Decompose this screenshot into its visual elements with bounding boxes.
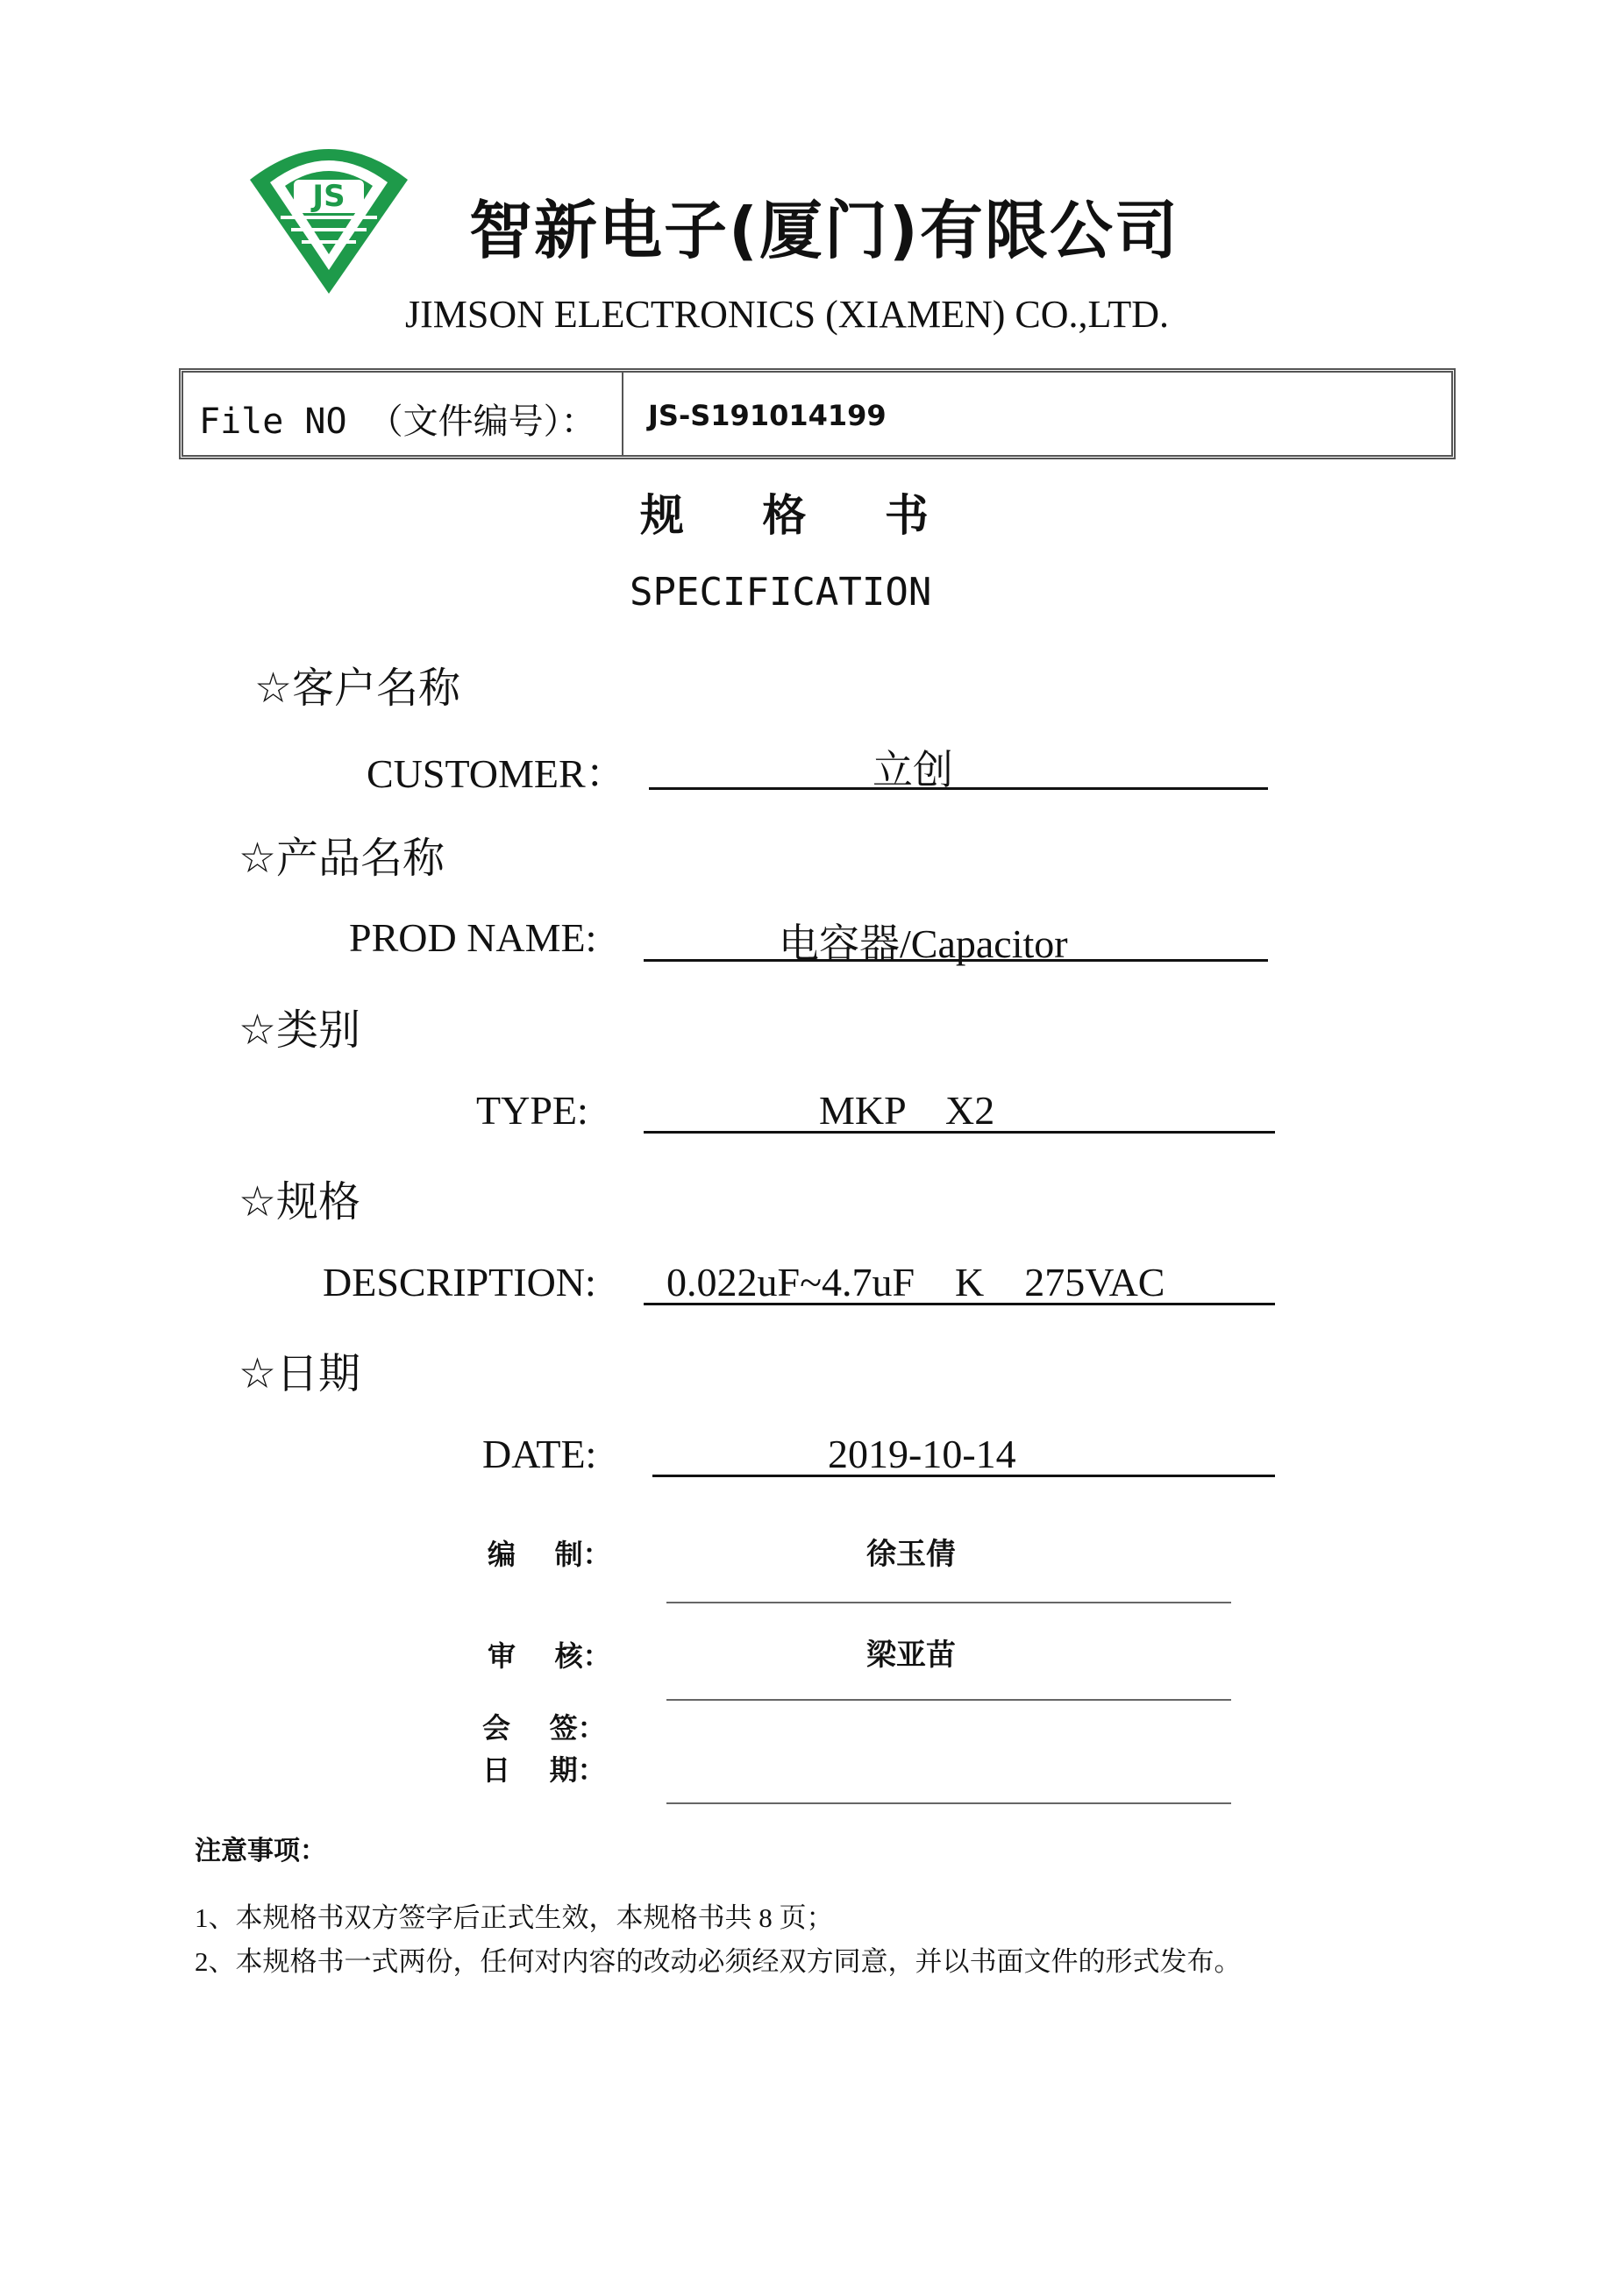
signature-prepared-line <box>666 1600 1231 1603</box>
logo-text: JS <box>312 179 345 214</box>
section-customer-cn: ☆客户名称 <box>254 664 461 713</box>
file-number-value: JS-S191014199 <box>648 399 887 432</box>
section-date-cn: ☆日期 <box>239 1349 361 1398</box>
note-item-2: 2、本规格书一式两份，任何对内容的改动必须经双方同意，并以书面文件的形式发布。 <box>195 1946 1242 1977</box>
company-name-en: JIMSON ELECTRONICS (XIAMEN) CO.,LTD. <box>405 293 1170 336</box>
file-number-divider <box>622 373 623 455</box>
date-label: DATE: <box>482 1432 597 1476</box>
signature-countersign-label: 会 签： <box>482 1711 606 1745</box>
signature-review-label: 审 核： <box>488 1639 611 1673</box>
notes-title: 注意事项： <box>195 1836 326 1866</box>
type-value: MKP X2 <box>819 1088 995 1133</box>
section-description-cn: ☆规格 <box>239 1177 361 1226</box>
customer-underline <box>649 784 1268 790</box>
signature-review-line <box>666 1697 1231 1701</box>
signature-prepared-name: 徐玉倩 <box>866 1537 956 1572</box>
customer-value: 立创 <box>873 748 953 793</box>
note-item-1: 1、本规格书双方签字后正式生效，本规格书共 8 页； <box>195 1902 834 1933</box>
product-name-value: 电容器/Capacitor <box>779 921 1068 966</box>
date-value: 2019-10-14 <box>828 1432 1016 1476</box>
company-name-cn: 智新电子(厦门)有限公司 <box>469 194 1179 267</box>
signature-prepared-label: 编 制： <box>488 1538 611 1571</box>
product-name-label: PROD NAME: <box>349 915 597 960</box>
signature-review-name: 梁亚苗 <box>866 1638 956 1673</box>
file-number-label: File NO （文件编号）： <box>199 402 596 442</box>
file-number-box <box>179 368 1456 459</box>
document-title-en: SPECIFICATION <box>630 570 932 615</box>
description-label: DESCRIPTION: <box>323 1260 596 1304</box>
customer-label: CUSTOMER： <box>367 751 626 796</box>
company-logo <box>246 132 412 298</box>
description-value: 0.022uF~4.7uF K 275VAC <box>666 1260 1165 1304</box>
type-label: TYPE: <box>476 1088 588 1133</box>
section-type-cn: ☆类别 <box>239 1006 361 1055</box>
section-product-cn: ☆产品名称 <box>239 834 445 883</box>
document-title-cn: 规 格 书 <box>640 490 929 541</box>
signature-date-label: 日 期： <box>482 1753 606 1787</box>
signature-countersign-line <box>666 1801 1231 1804</box>
